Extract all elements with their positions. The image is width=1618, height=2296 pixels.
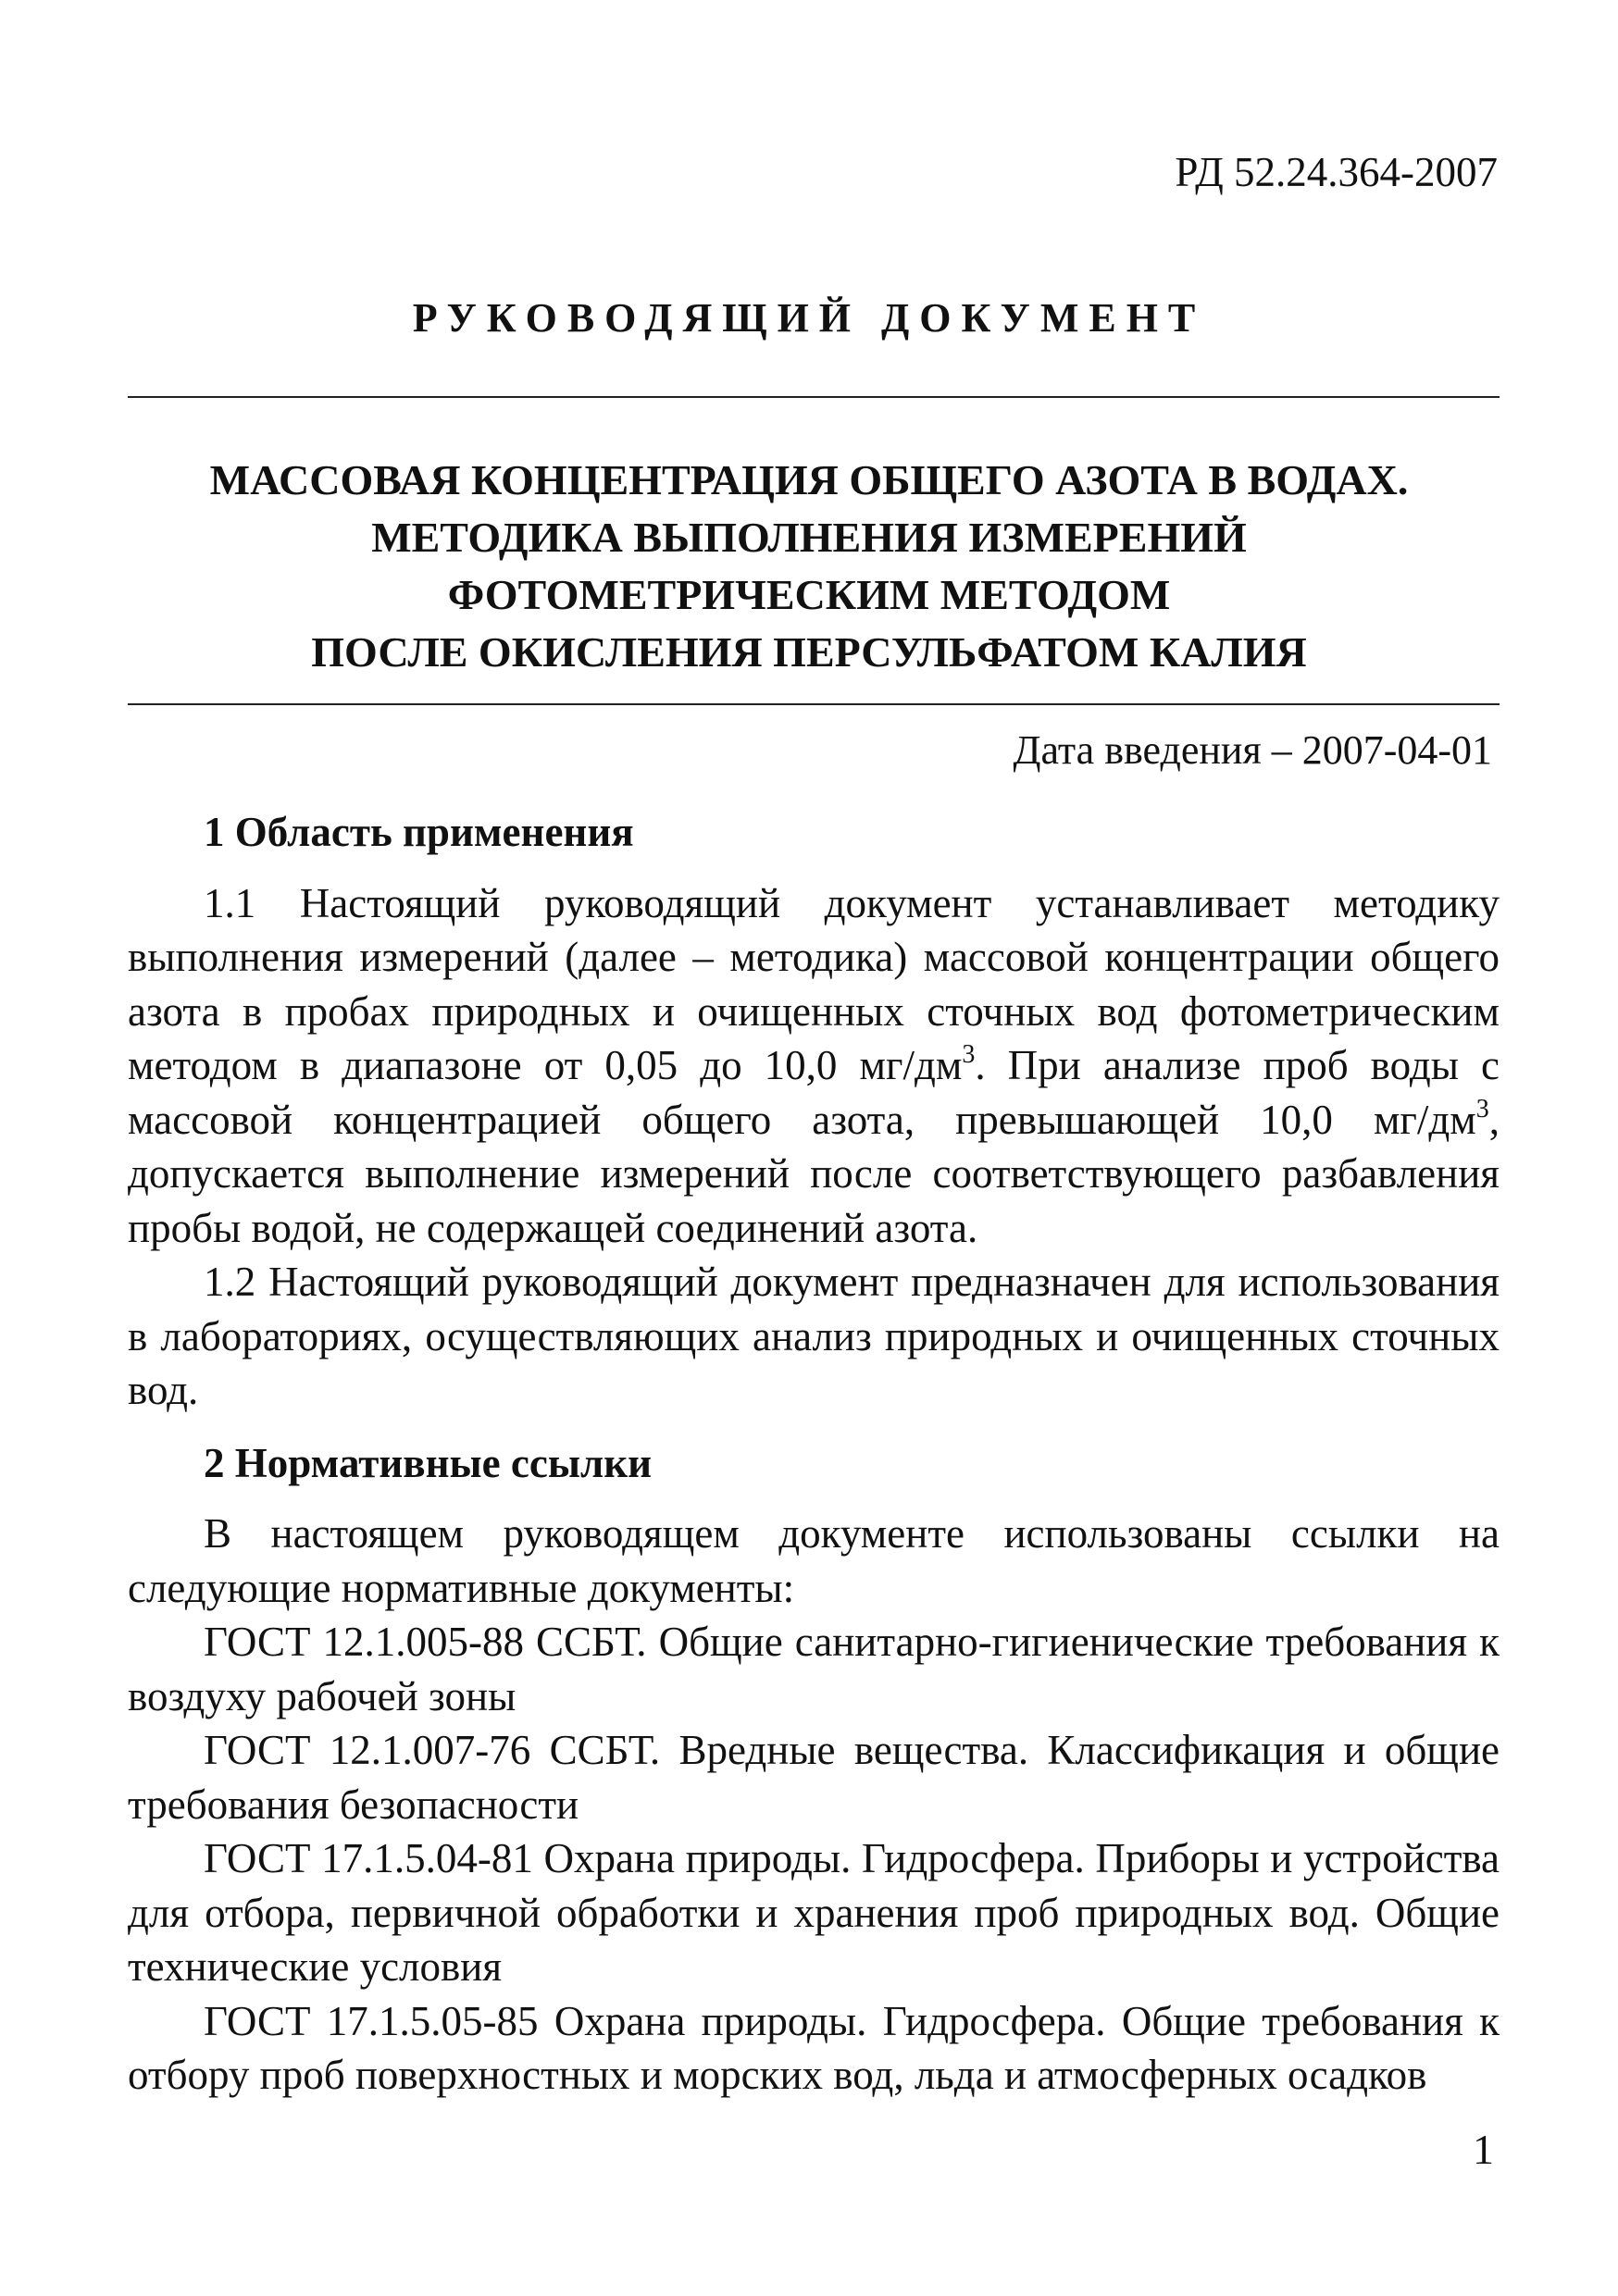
- normative-reference: ГОСТ 17.1.5.04-81 Охрана природы. Гидросфера. Приборы и устройства для отбора, первичной обработки и хранения проб природных вод. Общие технические условия: [128, 1835, 1500, 1990]
- top-divider: [128, 396, 1500, 398]
- paragraph-text: 1.1 Настоящий руководящий документ устанавливает методику выполнения измерений (далее – методика) массовой концентрации общего азота в пробах природных и очищенных сточных вод фотометрическим методом в диапазоне от 0,05 до 10,0 мг/дм: [128, 879, 1500, 1088]
- normative-reference: ГОСТ 12.1.005-88 ССБТ. Общие санитарно-гигиенические требования к воздуху рабочей зоны: [128, 1619, 1500, 1719]
- normative-reference: ГОСТ 17.1.5.05-85 Охрана природы. Гидросфера. Общие требования к отбору проб поверхностных и морских вод, льда и атмосферных осадков: [128, 1997, 1500, 2098]
- bottom-divider: [128, 703, 1500, 705]
- section-1-paragraph-2: 1.2 Настоящий руководящий документ предназначен для использования в лабораториях, осуществляющих анализ природных и очищенных сточных вод.: [128, 1259, 1500, 1413]
- title-line-4: ПОСЛЕ ОКИСЛЕНИЯ ПЕРСУЛЬФАТОМ КАЛИЯ: [311, 628, 1307, 676]
- introduction-date: Дата введения – 2007-04-01: [1013, 727, 1492, 773]
- paragraph-text: , допускается выполнение измерений после соответствующего разбавления пробы водой, не содержащей соединений азота.: [128, 1096, 1500, 1251]
- superscript: 3: [962, 1040, 976, 1069]
- section-1-paragraph-1: [128, 876, 1500, 1256]
- paragraph-text: . При анализе проб воды с массовой концентрацией общего азота, превышающей 10,0 мг/дм: [128, 1042, 1500, 1143]
- superscript: 3: [1475, 1094, 1489, 1123]
- document-code: РД 52.24.364-2007: [1175, 149, 1498, 195]
- section-2-heading: 2 Нормативные ссылки: [204, 1439, 653, 1486]
- title-line-3: ФОТОМЕТРИЧЕСКИМ МЕТОДОМ: [447, 571, 1171, 618]
- title-line-1: МАССОВАЯ КОНЦЕНТРАЦИЯ ОБЩЕГО АЗОТА В ВОДАХ.: [209, 456, 1409, 503]
- document-body: [128, 805, 1500, 2103]
- title-line-2: МЕТОДИКА ВЫПОЛНЕНИЯ ИЗМЕРЕНИЙ: [371, 514, 1247, 561]
- document-title: [0, 452, 1618, 681]
- document-type-heading: РУКОВОДЯЩИЙ ДОКУМЕНТ: [412, 295, 1206, 341]
- page-number: 1: [1473, 2126, 1494, 2173]
- section-2-intro: В настоящем руководящем документе использованы ссылки на следующие нормативные документы:: [128, 1510, 1500, 1611]
- normative-reference: ГОСТ 12.1.007-76 ССБТ. Вредные вещества. Классификация и общие требования безопасности: [128, 1727, 1500, 1828]
- section-1-heading: 1 Область применения: [204, 809, 634, 855]
